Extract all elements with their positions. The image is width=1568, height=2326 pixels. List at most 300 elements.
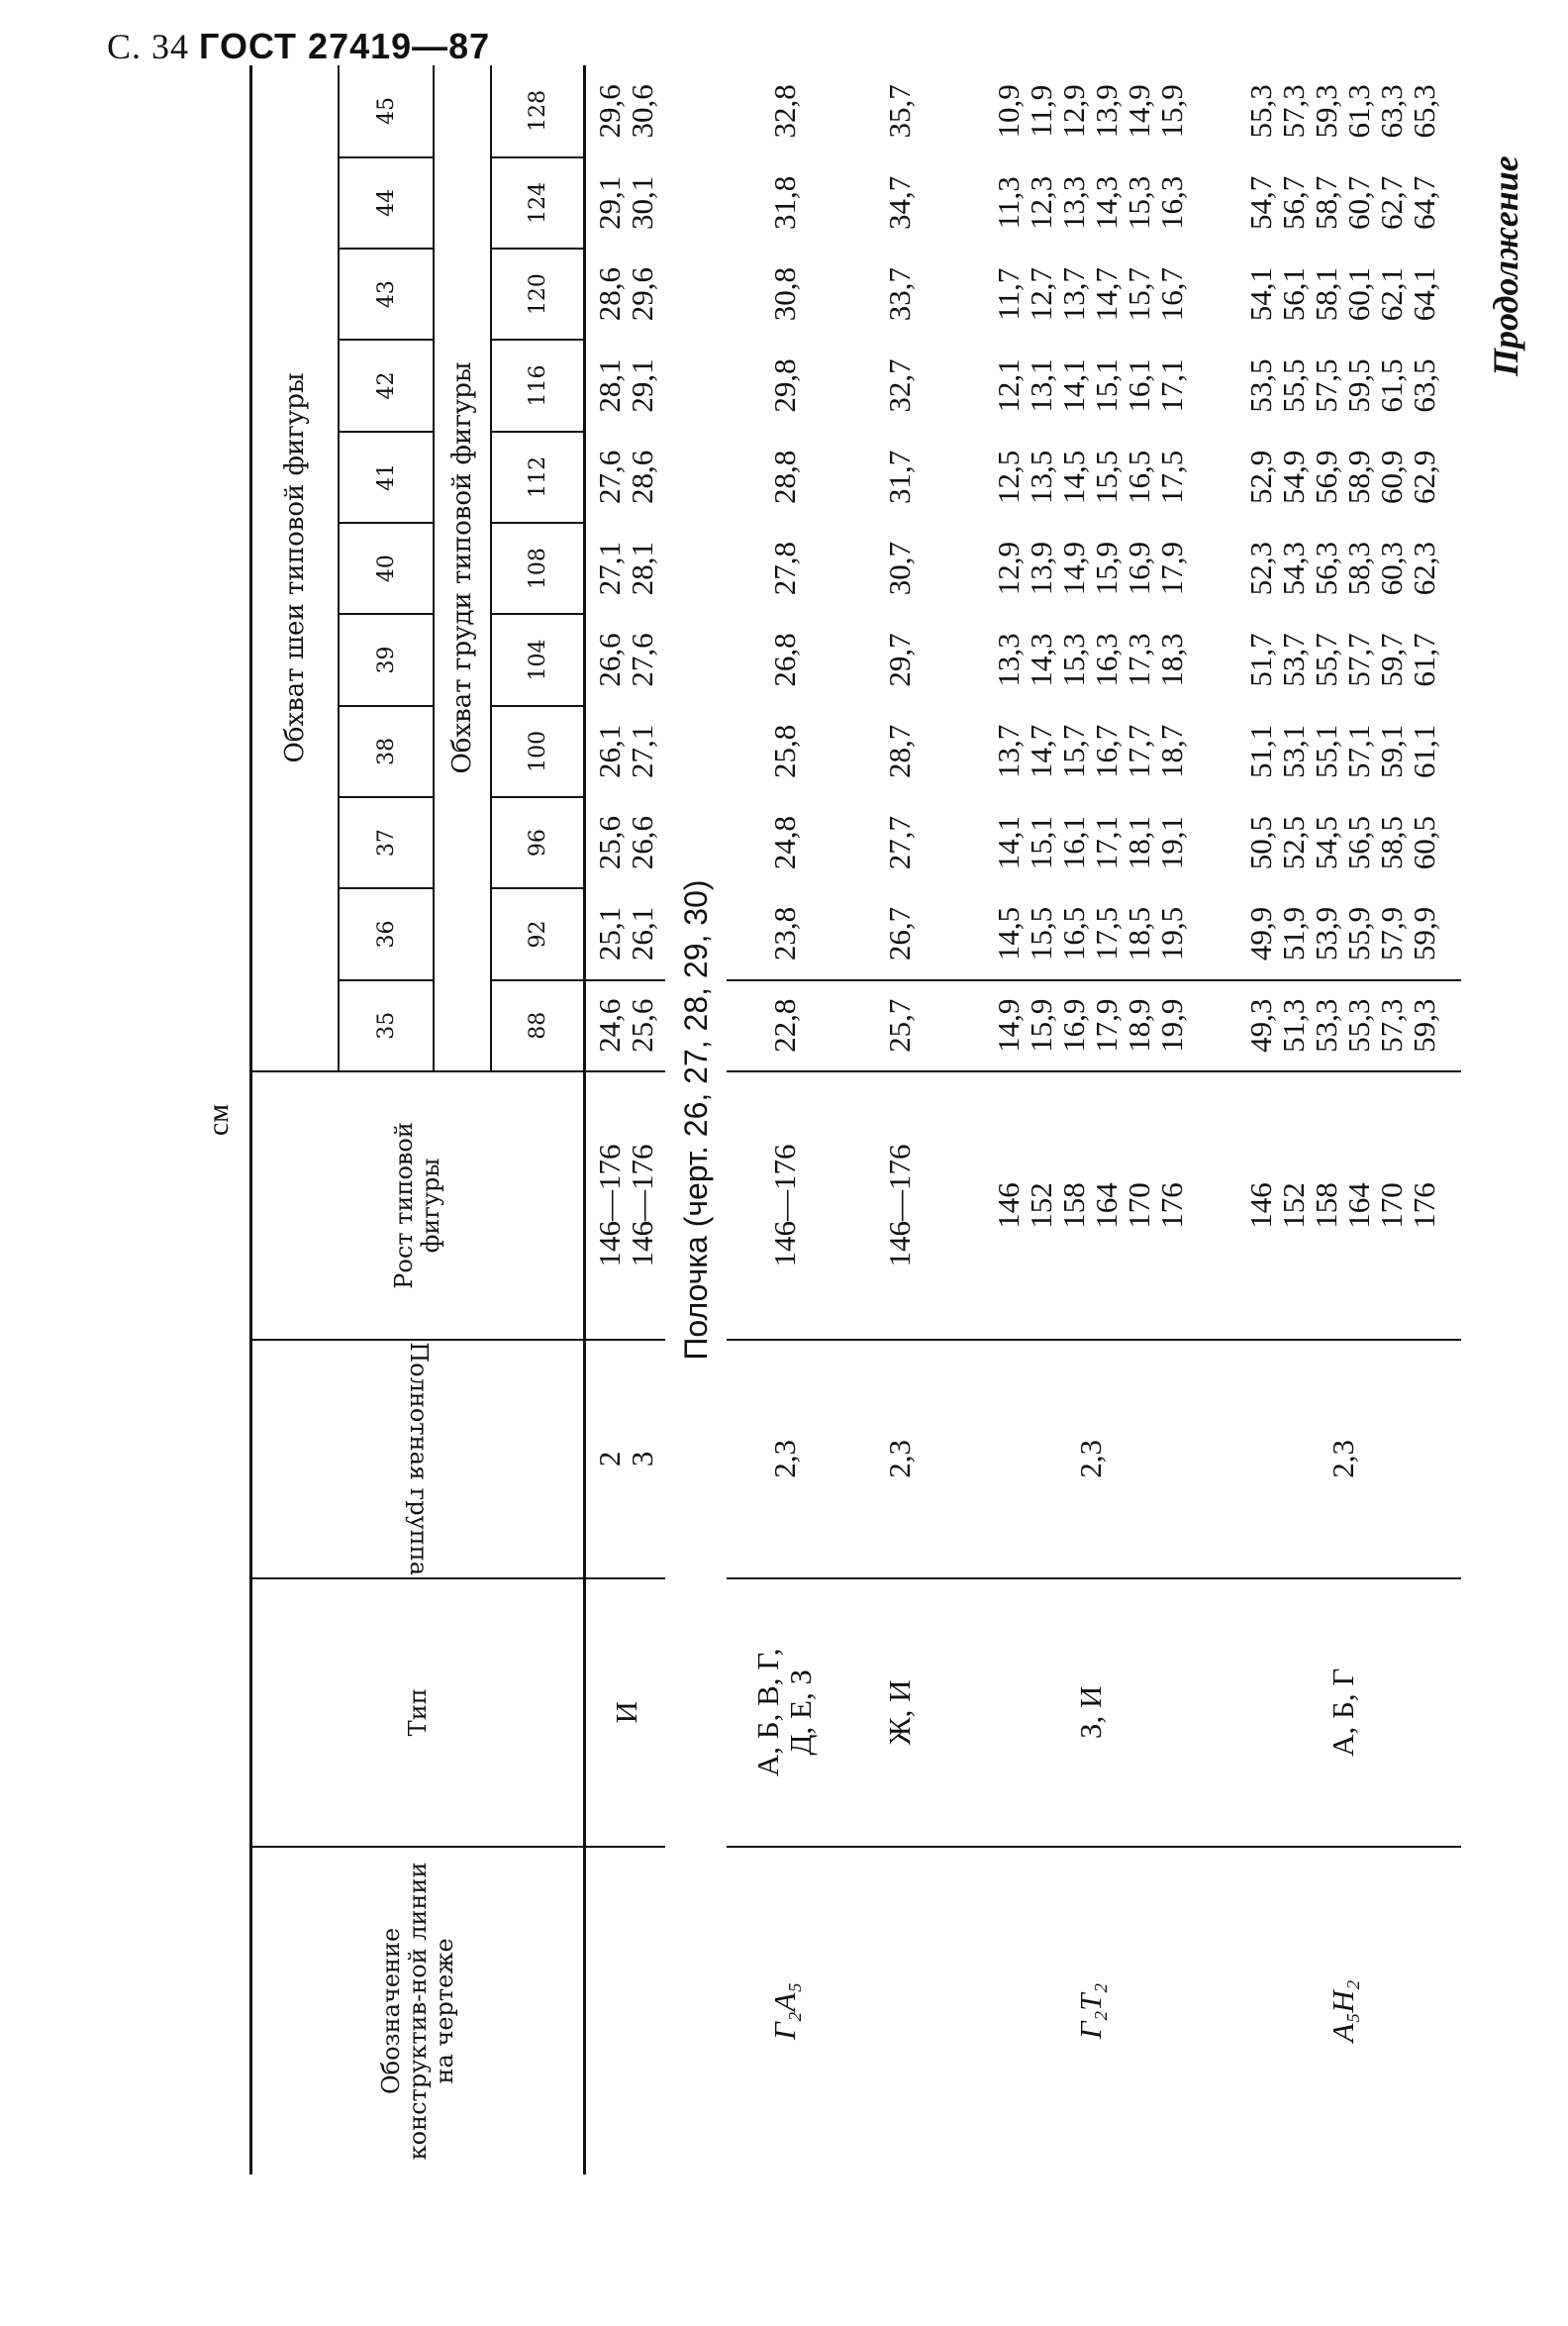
col-type-header: Тип [251,1578,585,1847]
value-cell [1224,706,1461,797]
value: 28,1 [592,358,627,413]
value: 14,9 [1122,84,1156,139]
neck-size-37: 37 [339,797,434,888]
group-cell [1224,1340,1461,1578]
group-value: 3 [625,1451,659,1467]
value: 12,9 [991,542,1026,596]
group-value: 2,3 [1072,1440,1108,1478]
value: 55,7 [1309,633,1343,687]
value: 12,7 [1024,267,1058,322]
value: 16,3 [1154,175,1189,230]
value: 56,1 [1276,267,1311,322]
type-value: А, Б, Г [1324,1668,1360,1757]
value: 13,7 [1056,267,1091,322]
height-value: 152 [1024,1182,1058,1229]
value-cell [727,706,841,797]
value: 27,6 [625,633,659,687]
value: 15,7 [1122,267,1156,322]
value: 54,5 [1309,816,1343,870]
value: 31,7 [881,450,917,504]
page-header [107,26,490,67]
value: 53,7 [1276,633,1311,687]
value-cell [841,706,956,797]
value: 13,9 [1024,542,1058,596]
value-cell [956,888,1224,979]
value: 13,3 [1056,175,1091,230]
value: 62,9 [1407,450,1441,504]
value: 61,1 [1407,724,1441,778]
value: 27,6 [592,450,627,504]
value: 27,8 [766,542,802,596]
value-cell [956,980,1224,1071]
value: 59,3 [1309,84,1343,139]
value: 60,3 [1374,542,1409,596]
value: 15,9 [1089,542,1124,596]
section-title: Полочка (черт. 26, 27, 28, 29, 30) [677,879,714,1361]
value-cell [727,523,841,614]
value: 60,1 [1341,267,1376,322]
value: 15,3 [1056,633,1091,687]
chest-size-88: 88 [491,980,585,1071]
value: 56,5 [1341,816,1376,870]
value-cell [585,888,666,979]
value: 12,5 [991,450,1026,504]
value-cell [956,614,1224,705]
value: 17,5 [1154,450,1189,504]
value: 57,9 [1374,906,1409,961]
value: 16,1 [1056,816,1091,870]
neck-size-45: 45 [339,65,434,157]
value: 54,3 [1276,542,1311,596]
height-value: 170 [1122,1182,1156,1229]
chest-size-104: 104 [491,614,585,705]
value-cell [1224,432,1461,523]
value: 14,9 [1056,542,1091,596]
value: 57,5 [1309,358,1343,413]
col-height-header: Рост типовой фигуры [251,1071,585,1340]
value-cell [1224,340,1461,431]
value-cell [585,157,666,249]
value: 19,9 [1154,998,1189,1053]
type-value: Д, Е, З [783,1669,818,1756]
height-value: 164 [1341,1182,1376,1229]
height-cell [841,1071,956,1340]
value: 16,3 [1089,633,1124,687]
value-cell [841,340,956,431]
value-cell [841,797,956,888]
value: 14,3 [1024,633,1058,687]
value: 55,1 [1309,724,1343,778]
group-value: 2,3 [1324,1440,1360,1478]
value: 15,7 [1056,724,1091,778]
value: 13,5 [1024,450,1058,504]
neck-size-35: 35 [339,980,434,1071]
value: 15,1 [1024,816,1058,870]
value-cell [585,614,666,705]
height-value: 146 [1243,1182,1278,1229]
type-value: А, Б, В, Г, [750,1648,785,1777]
neck-size-42: 42 [339,340,434,431]
value: 53,1 [1276,724,1311,778]
value: 58,7 [1309,175,1343,230]
value-cell [841,432,956,523]
value: 28,7 [881,724,917,778]
value: 26,7 [881,906,917,961]
value: 17,9 [1154,542,1189,596]
designation-cell: Г₂А₅ [766,1981,802,2040]
value: 61,3 [1341,84,1376,139]
value: 58,9 [1341,450,1376,504]
col-group-header [251,1340,585,1578]
value: 14,5 [991,906,1026,961]
value: 28,6 [625,450,659,504]
height-value: 146—176 [881,1144,917,1267]
value-cell [727,614,841,705]
group-cell [585,1340,666,1578]
value: 12,1 [991,358,1026,413]
designation-cell [585,1847,666,2174]
table-row [841,65,956,2174]
table-row [727,65,841,2174]
value: 60,9 [1374,450,1409,504]
value: 55,3 [1341,998,1376,1053]
value-cell [956,432,1224,523]
height-value: 146—176 [625,1144,659,1267]
neck-size-38: 38 [339,706,434,797]
value: 27,7 [881,816,917,870]
height-cell [956,1071,1224,1340]
value: 62,3 [1407,542,1441,596]
value: 16,5 [1122,450,1156,504]
value: 14,1 [991,816,1026,870]
value: 24,6 [592,998,627,1053]
height-value: 176 [1407,1182,1441,1229]
value-cell [585,340,666,431]
value: 54,7 [1243,175,1278,230]
value: 16,9 [1056,998,1091,1053]
value-cell [727,980,841,1071]
value: 13,7 [991,724,1026,778]
value: 55,5 [1276,358,1311,413]
value: 23,8 [766,906,802,961]
value-cell [956,797,1224,888]
value: 11,3 [991,176,1026,230]
chest-group-header: Обхват груди типовой фигуры [434,65,491,1071]
gost-number: ГОСТ 27419—87 [199,26,491,66]
value: 52,5 [1276,816,1311,870]
type-cell [727,1578,841,1847]
value: 30,7 [881,542,917,596]
value: 65,3 [1407,84,1441,139]
value-cell [1224,797,1461,888]
chest-size-124: 124 [491,157,585,249]
value-cell [727,340,841,431]
value: 30,8 [766,267,802,322]
chest-size-108: 108 [491,523,585,614]
value: 25,6 [592,816,627,870]
height-value: 158 [1056,1182,1091,1229]
value-cell [585,432,666,523]
value: 18,3 [1154,633,1189,687]
value: 15,3 [1122,175,1156,230]
designation-cell: А₅Н₂ [1324,1979,1360,2043]
chest-size-120: 120 [491,249,585,340]
data-table [188,65,1461,2174]
value: 29,7 [881,633,917,687]
value: 26,6 [592,633,627,687]
value: 17,1 [1089,816,1124,870]
value: 30,6 [625,84,659,139]
value: 14,9 [991,998,1026,1053]
height-value: 146 [991,1182,1026,1229]
value: 52,3 [1243,542,1278,596]
value-cell [585,706,666,797]
value: 18,9 [1122,998,1156,1053]
value: 51,1 [1243,724,1278,778]
value: 57,3 [1374,998,1409,1053]
value: 28,6 [592,267,627,322]
value: 12,3 [1024,175,1058,230]
value: 25,7 [881,998,917,1053]
chest-size-128: 128 [491,65,585,157]
value: 28,8 [766,450,802,504]
value: 54,9 [1276,450,1311,504]
value-cell [1224,523,1461,614]
value: 31,8 [766,175,802,230]
value-cell [841,980,956,1071]
value-cell [841,614,956,705]
rotated-table-container [188,65,1441,2174]
value: 17,7 [1122,724,1156,778]
value: 26,1 [625,906,659,961]
value-cell [1224,980,1461,1071]
value: 49,3 [1243,998,1278,1053]
value: 57,1 [1341,724,1376,778]
value: 14,1 [1056,358,1091,413]
value: 25,1 [592,906,627,961]
group-value: 2,3 [766,1440,802,1478]
group-cell [956,1340,1224,1578]
value: 11,9 [1024,84,1058,138]
value: 13,1 [1024,358,1058,413]
neck-size-39: 39 [339,614,434,705]
value-cell [841,249,956,340]
value-cell [727,249,841,340]
value: 35,7 [881,84,917,139]
value: 56,7 [1276,175,1311,230]
value-cell [956,523,1224,614]
value: 17,9 [1089,998,1124,1053]
value: 16,5 [1056,906,1091,961]
value: 26,1 [592,724,627,778]
value: 52,9 [1243,450,1278,504]
value-cell [585,980,666,1071]
chest-size-100: 100 [491,706,585,797]
value: 58,3 [1341,542,1376,596]
value: 62,1 [1374,267,1409,322]
height-value: 176 [1154,1182,1189,1229]
value: 57,3 [1276,84,1311,139]
value: 55,3 [1243,84,1278,139]
value-cell [585,249,666,340]
value: 62,7 [1374,175,1409,230]
height-value: 146—176 [592,1144,627,1267]
value-cell [841,157,956,249]
value: 14,5 [1056,450,1091,504]
value: 16,7 [1154,267,1189,322]
value: 30,1 [625,175,659,230]
value: 63,3 [1374,84,1409,139]
type-cell [841,1578,956,1847]
value: 29,8 [766,358,802,413]
value: 64,7 [1407,175,1441,230]
value-cell [956,249,1224,340]
value: 54,1 [1243,267,1278,322]
value: 25,6 [625,998,659,1053]
designation-cell [841,1847,956,2174]
height-value: 170 [1374,1182,1409,1229]
type-value: З, И [1072,1685,1108,1740]
height-value: 152 [1276,1182,1311,1229]
value: 60,7 [1341,175,1376,230]
value: 27,1 [592,542,627,596]
value-cell [1224,614,1461,705]
chest-size-96: 96 [491,797,585,888]
table-row [585,65,666,2174]
value: 50,5 [1243,816,1278,870]
value: 29,1 [625,358,659,413]
chest-size-112: 112 [491,432,585,523]
group-value: 2 [592,1451,627,1467]
value-cell [585,797,666,888]
value-cell [1224,249,1461,340]
value: 27,1 [625,724,659,778]
value-cell [585,523,666,614]
table-row [956,65,1224,2174]
value: 14,7 [1089,267,1124,322]
value: 19,1 [1154,816,1189,870]
value-cell [1224,157,1461,249]
value-cell [1224,65,1461,157]
group-value: 2,3 [881,1440,917,1478]
value: 17,3 [1122,633,1156,687]
value: 59,7 [1374,633,1409,687]
value: 16,9 [1122,542,1156,596]
value: 18,1 [1122,816,1156,870]
unit-label: см [202,1103,235,1137]
height-cell [1224,1071,1461,1340]
value-cell [841,523,956,614]
value: 57,7 [1341,633,1376,687]
value-cell [727,157,841,249]
value: 11,7 [991,267,1026,321]
continuation-label: Продолжение [1486,155,1525,376]
value-cell [585,65,666,157]
value: 26,6 [625,816,659,870]
value: 61,7 [1407,633,1441,687]
value: 56,9 [1309,450,1343,504]
value-cell [956,706,1224,797]
value: 59,5 [1341,358,1376,413]
chest-size-92: 92 [491,888,585,979]
value: 25,8 [766,724,802,778]
value: 63,5 [1407,358,1441,413]
value: 22,8 [766,998,802,1053]
col-group-label: Полнотная группа [404,1342,433,1576]
type-value: И [608,1701,643,1724]
neck-size-41: 41 [339,432,434,523]
value: 15,9 [1154,84,1189,139]
value: 15,5 [1024,906,1058,961]
value: 14,3 [1089,175,1124,230]
height-value: 164 [1089,1182,1124,1229]
value: 29,6 [592,84,627,139]
value: 49,9 [1243,906,1278,961]
neck-size-44: 44 [339,157,434,249]
value-cell [841,888,956,979]
table-row [1224,65,1461,2174]
value: 29,1 [592,175,627,230]
value: 16,7 [1089,724,1124,778]
value-cell [727,65,841,157]
value: 10,9 [991,84,1026,139]
value: 28,1 [625,542,659,596]
type-cell [956,1578,1224,1847]
col-designation-header: Обозначение конструктив-ной линии на чертеже [251,1847,585,2174]
value: 13,3 [991,633,1026,687]
value: 32,8 [766,84,802,139]
value: 18,5 [1122,906,1156,961]
value-cell [727,432,841,523]
page-number: С. 34 [107,27,190,66]
height-value: 158 [1309,1182,1343,1229]
value: 34,7 [881,175,917,230]
value-cell [956,65,1224,157]
value: 15,1 [1089,358,1124,413]
value: 60,5 [1407,816,1441,870]
value: 58,1 [1309,267,1343,322]
value: 33,7 [881,267,917,322]
type-cell [585,1578,666,1847]
designation-cell: Г₂Т₂ [1072,1982,1108,2040]
value: 55,9 [1341,906,1376,961]
value: 56,3 [1309,542,1343,596]
value: 14,7 [1024,724,1058,778]
value: 53,3 [1309,998,1343,1053]
value: 61,5 [1374,358,1409,413]
value: 17,5 [1089,906,1124,961]
neck-size-43: 43 [339,249,434,340]
value: 24,8 [766,816,802,870]
height-cell [727,1071,841,1340]
value: 18,7 [1154,724,1189,778]
value-cell [956,340,1224,431]
value: 13,9 [1089,84,1124,139]
neck-size-40: 40 [339,523,434,614]
value: 51,9 [1276,906,1311,961]
value: 17,1 [1154,358,1189,413]
group-cell [727,1340,841,1578]
value: 32,7 [881,358,917,413]
value: 51,7 [1243,633,1278,687]
value: 59,9 [1407,906,1441,961]
value-cell [956,157,1224,249]
neck-size-36: 36 [339,888,434,979]
value-cell [727,797,841,888]
value: 29,6 [625,267,659,322]
table-body [585,65,1462,2174]
value: 51,3 [1276,998,1311,1053]
